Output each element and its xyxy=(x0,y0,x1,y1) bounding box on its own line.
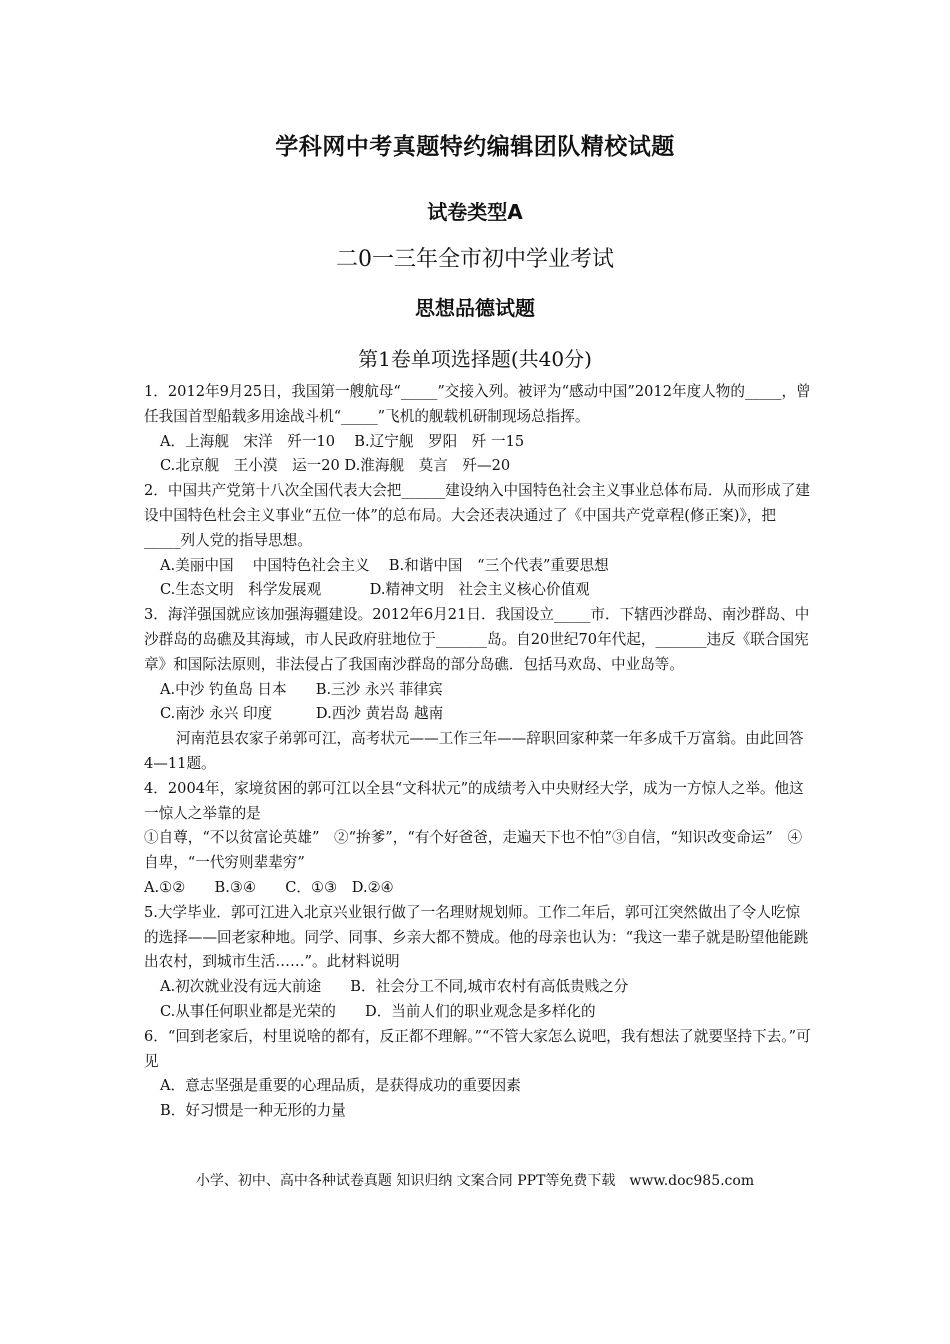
page-title: 学科网中考真题特约编辑团队精校试题 xyxy=(275,134,675,160)
question-5-option-row: C.从事任何职业都是光荣的 D．当前人们的职业观念是多样化的 xyxy=(160,1002,596,1020)
question-list xyxy=(144,380,812,1124)
question-2-option-row: A.美丽中国 中国特色社会主义 B.和谐中国 “三个代表”重要思想 xyxy=(160,556,609,574)
question-5-stem: 5.大学毕业．郭可江进入北京兴业银行做了一名理财规划师。工作二年后，郭可江突然做出了令人吃惊的选择——回老家种地。同学、同事、乡亲大都不赞成。他的母亲也认为：“我这一辈子就是盼望他能跳出农村，到城市生活……”。此材料说明 xyxy=(144,903,809,971)
material-intro: 河南范县农家子弟郭可江，高考状元——工作三年——辞职回家种菜一年多成千万富翁。由此回答4—11题。 xyxy=(144,730,804,772)
exam-name: 二0一三年全市初中学业考试 xyxy=(336,247,614,272)
section-title: 第1卷单项选择题(共40分) xyxy=(358,347,592,371)
question-6-option-a: A．意志坚强是重要的心理品质，是获得成功的重要因素 xyxy=(160,1077,521,1095)
question-4-statements: ①自尊，“不以贫富论英雄” ②“拚爹”，“有个好爸爸，走遍天下也不怕”③自信，“知识改变命运” ④自卑，“一代穷则辈辈穷” xyxy=(144,829,803,872)
question-3-stem: 3．海洋强国就应该加强海疆建设。2012年6月21日．我国设立_____市．下辖西沙群岛、南沙群岛、中沙群岛的岛礁及其海域，市人民政府驻地位于_______岛。自20世纪70年代起，_______违反《联合国宪章》和国际法原则，非法侵占了我国南沙群岛的部分岛礁．包括马欢岛、中业岛等。 xyxy=(144,606,810,673)
paper-type: 试卷类型A xyxy=(427,200,523,224)
question-1-option-row: A．上海舰 宋洋 歼一10 B.辽宁舰 罗阳 歼 一15 xyxy=(160,432,525,450)
question-6-option-b: B．好习惯是一种无形的力量 xyxy=(160,1102,346,1120)
question-2-option-row: C.生态文明 科学发展观 D.精神文明 社会主义核心价值观 xyxy=(160,581,590,599)
question-4-stem: 4．2004年，家境贫困的郭可江以全县“文科状元”的成绩考入中央财经大学，成为一方惊人之举。他这一惊人之举靠的是 xyxy=(144,779,804,822)
question-3-option-row: A.中沙 钓鱼岛 日本 B.三沙 永兴 菲律宾 xyxy=(160,680,443,698)
question-6-stem: 6．“回到老家后，村里说啥的都有，反正都不理解。”“不管大家怎么说吧，我有想法了就要坚持下去。”可见 xyxy=(144,1027,811,1070)
subject-title: 思想品德试题 xyxy=(415,296,535,320)
question-1-option-row: C.北京舰 王小漠 运一20 D.淮海舰 莫言 歼—20 xyxy=(160,457,511,475)
question-4-options: A.①② B.③④ C．①③ D.②④ xyxy=(144,878,394,896)
question-2-stem: 2．中国共产党第十八次全国代表大会把______建设纳入中国特色社会主义事业总体布局．从而形成了建设中国特色杜会主义事业“五位一体”的总布局。大会还表决通过了《中国共产党章程(修正案)》，把_____列人党的指导思想。 xyxy=(144,482,811,549)
question-3-option-row: C.南沙 永兴 印度 D.西沙 黄岩岛 越南 xyxy=(160,705,444,723)
footer-text: 小学、初中、高中各种试卷真题 知识归纳 文案合同 PPT等免费下载 www.doc985.com xyxy=(195,1173,755,1189)
question-5-option-row: A.初次就业没有远大前途 B．社会分工不同,城市农村有高低贵贱之分 xyxy=(160,978,629,996)
question-1-stem: 1．2012年9月25日，我国第一艘航母“_____”交接入列。被评为“感动中国”2012年度人物的_____，曾任我国首型船载多用途战斗机“_____”飞机的舰载机研制现场总指挥。 xyxy=(144,383,811,425)
